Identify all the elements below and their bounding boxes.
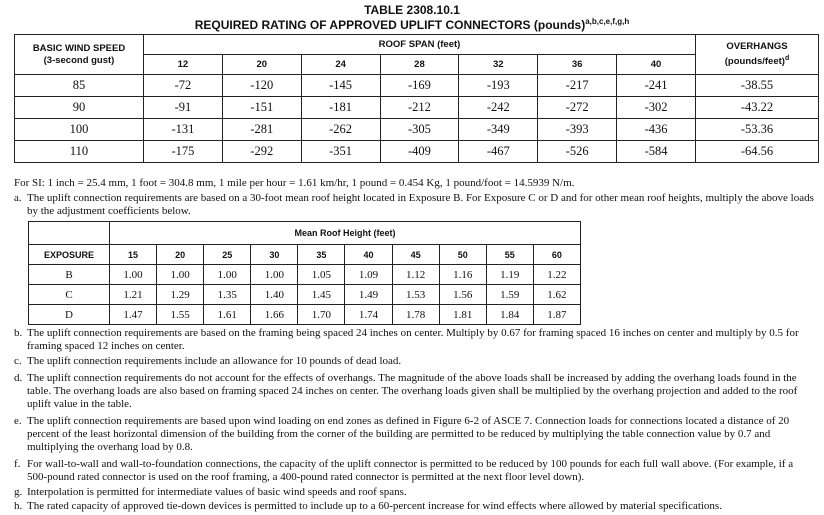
uplift-value-cell: -217 xyxy=(538,75,617,97)
adjustment-coefficient-cell: 1.40 xyxy=(251,285,298,305)
adjustment-coefficient-cell: 1.19 xyxy=(486,265,533,285)
table-row xyxy=(29,305,581,325)
adjustment-coefficient-cell: 1.00 xyxy=(157,265,204,285)
adjustment-coefficient-cell: 1.12 xyxy=(392,265,439,285)
table-row xyxy=(15,97,819,119)
adjustment-coefficient-cell: 1.00 xyxy=(251,265,298,285)
uplift-value-cell: -131 xyxy=(144,119,223,141)
footnote-h xyxy=(14,500,814,513)
uplift-value-cell: -272 xyxy=(538,97,617,119)
adjustment-coefficient-cell: 1.16 xyxy=(439,265,486,285)
roof-height-30-header: 30 xyxy=(251,245,298,265)
roof-height-55-header: 55 xyxy=(486,245,533,265)
uplift-value-cell: -436 xyxy=(617,119,696,141)
adjustment-coefficient-cell: 1.62 xyxy=(533,285,580,305)
wind-speed-cell: 85 xyxy=(15,75,144,97)
overhangs-subheader-text: (pounds/feet) xyxy=(724,56,785,68)
uplift-value-cell: -584 xyxy=(617,141,696,163)
footnote-g-text: Interpolation is permitted for intermediate values of basic wind speeds and roof spans. xyxy=(27,486,407,498)
footnote-f-letter: f. xyxy=(14,458,21,470)
adjustment-coefficient-cell: 1.59 xyxy=(486,285,533,305)
table-row xyxy=(29,285,581,305)
table-row xyxy=(15,141,819,163)
mean-roof-height-header: Mean Roof Height (feet) xyxy=(110,222,581,245)
roof-span-12-header: 12 xyxy=(144,55,223,75)
footnote-f xyxy=(14,458,814,484)
roof-span-40-header: 40 xyxy=(617,55,696,75)
uplift-value-cell: -120 xyxy=(222,75,301,97)
roof-height-15-header: 15 xyxy=(110,245,157,265)
overhangs-header-text: OVERHANGS xyxy=(726,40,788,52)
exposure-cell: B xyxy=(29,265,110,285)
footnote-c-letter: c. xyxy=(14,355,22,367)
table-row xyxy=(15,75,819,97)
footnote-e-text: The uplift connection requirements are based upon wind loading on end zones as defined in Figure 6-2 of ASCE 7. Connection loads for connections located a distance of 20 percent of the least horizontal dimension of the building from the corner of the building are permitted to be reduced by multiplying the table connection value by 0.7 and multiplying the overhang load by 0.8. xyxy=(27,415,790,453)
uplift-value-cell: -175 xyxy=(144,141,223,163)
roof-span-32-header: 32 xyxy=(459,55,538,75)
roof-height-40-header: 40 xyxy=(345,245,392,265)
adjustment-coefficient-cell: 1.78 xyxy=(392,305,439,325)
adjustment-coefficient-cell: 1.00 xyxy=(204,265,251,285)
uplift-value-cell: -242 xyxy=(459,97,538,119)
exposure-cell: D xyxy=(29,305,110,325)
table-row xyxy=(15,119,819,141)
footnote-b-letter: b. xyxy=(14,327,23,339)
exposure-adjustment-table xyxy=(28,221,581,325)
adjustment-coefficient-cell: 1.05 xyxy=(298,265,345,285)
uplift-value-cell: -305 xyxy=(380,119,459,141)
table-number: TABLE 2308.10.1 xyxy=(364,3,460,17)
wind-speed-cell: 110 xyxy=(15,141,144,163)
roof-span-24-header: 24 xyxy=(301,55,380,75)
roof-span-28-header: 28 xyxy=(380,55,459,75)
overhang-value-cell: -38.55 xyxy=(696,75,819,97)
uplift-value-cell: -181 xyxy=(301,97,380,119)
footnote-g-letter: g. xyxy=(14,486,23,498)
roof-height-25-header: 25 xyxy=(204,245,251,265)
roof-height-50-header: 50 xyxy=(439,245,486,265)
overhang-value-cell: -43.22 xyxy=(696,97,819,119)
adjustment-coefficient-cell: 1.45 xyxy=(298,285,345,305)
adjustment-coefficient-cell: 1.66 xyxy=(251,305,298,325)
adjustment-coefficient-cell: 1.84 xyxy=(486,305,533,325)
uplift-value-cell: -393 xyxy=(538,119,617,141)
adjustment-coefficient-cell: 1.49 xyxy=(345,285,392,305)
uplift-value-cell: -349 xyxy=(459,119,538,141)
footnote-e-letter: e. xyxy=(14,415,22,427)
uplift-value-cell: -241 xyxy=(617,75,696,97)
uplift-value-cell: -302 xyxy=(617,97,696,119)
footnote-c xyxy=(14,355,814,368)
uplift-value-cell: -526 xyxy=(538,141,617,163)
footnote-b xyxy=(14,327,814,353)
roof-span-36-header: 36 xyxy=(538,55,617,75)
roof-height-60-header: 60 xyxy=(533,245,580,265)
footnote-h-text: The rated capacity of approved tie-down devices is permitted to include up to a 60-percent increase for wind effects where allowed by material specifications. xyxy=(27,500,722,512)
adjustment-corner-cell xyxy=(29,222,110,245)
table-title-footnote-refs: a,b,c,e,f,g,h xyxy=(585,17,630,26)
footnote-d-letter: d. xyxy=(14,372,23,384)
adjustment-coefficient-cell: 1.56 xyxy=(439,285,486,305)
uplift-value-cell: -193 xyxy=(459,75,538,97)
adjustment-coefficient-cell: 1.00 xyxy=(110,265,157,285)
wind-speed-header-text: BASIC WIND SPEED xyxy=(32,42,126,54)
footnote-a-text: The uplift connection requirements are based on a 30-foot mean roof height located in Exposure B. For Exposure C or D and for other mean roof heights, multiply the above loads by the adjustment coefficients below. xyxy=(27,192,814,217)
footnote-e xyxy=(14,415,814,454)
footnote-f-text: For wall-to-wall and wall-to-foundation connections, the capacity of the uplift connector is permitted to be reduced by 100 pounds for each full wall above. (For example, if a 500-pound rated connector is used on the roof framing, a 400-pound rated connector is permitted at the next floor level down). xyxy=(27,458,794,483)
adjustment-coefficient-cell: 1.61 xyxy=(204,305,251,325)
uplift-value-cell: -72 xyxy=(144,75,223,97)
adjustment-coefficient-cell: 1.87 xyxy=(533,305,580,325)
uplift-connector-table xyxy=(14,34,819,163)
adjustment-coefficient-cell: 1.81 xyxy=(439,305,486,325)
wind-speed-subheader-text: (3-second gust) xyxy=(43,54,115,66)
uplift-value-cell: -467 xyxy=(459,141,538,163)
overhang-value-cell: -64.56 xyxy=(696,141,819,163)
overhang-value-cell: -53.36 xyxy=(696,119,819,141)
footnote-d xyxy=(14,372,814,411)
adjustment-coefficient-cell: 1.74 xyxy=(345,305,392,325)
roof-span-header: ROOF SPAN (feet) xyxy=(144,35,696,55)
adjustment-coefficient-cell: 1.22 xyxy=(533,265,580,285)
uplift-value-cell: -351 xyxy=(301,141,380,163)
wind-speed-cell: 100 xyxy=(15,119,144,141)
footnote-a-letter: a. xyxy=(14,192,22,204)
adjustment-coefficient-cell: 1.70 xyxy=(298,305,345,325)
exposure-cell: C xyxy=(29,285,110,305)
adjustment-coefficient-cell: 1.29 xyxy=(157,285,204,305)
exposure-header: EXPOSURE xyxy=(29,245,110,265)
footnote-d-text: The uplift connection requirements do not account for the effects of overhangs. The magnitude of the above loads shall be increased by adding the overhang loads found in the table. The overhang loads are also based on framing spaced 24 inches on center. The overhang loads given shall be multiplied by the overhang projection and added to the roof uplift value in the table. xyxy=(27,372,798,410)
roof-height-20-header: 20 xyxy=(157,245,204,265)
table-title xyxy=(0,17,824,32)
adjustment-coefficient-cell: 1.09 xyxy=(345,265,392,285)
roof-height-35-header: 35 xyxy=(298,245,345,265)
si-conversion-note: For SI: 1 inch = 25.4 mm, 1 foot = 304.8 mm, 1 mile per hour = 1.61 km/hr, 1 pound = 0.454 Kg, 1 pound/foot = 14.5939 N/m. xyxy=(14,177,575,189)
uplift-value-cell: -151 xyxy=(222,97,301,119)
wind-speed-header xyxy=(15,35,144,75)
uplift-value-cell: -91 xyxy=(144,97,223,119)
uplift-value-cell: -281 xyxy=(222,119,301,141)
overhangs-header xyxy=(696,35,819,75)
footnote-a xyxy=(14,192,814,218)
uplift-value-cell: -212 xyxy=(380,97,459,119)
adjustment-coefficient-cell: 1.21 xyxy=(110,285,157,305)
uplift-value-cell: -262 xyxy=(301,119,380,141)
footnote-h-letter: h. xyxy=(14,500,23,512)
table-title-text: REQUIRED RATING OF APPROVED UPLIFT CONNECTORS (pounds) xyxy=(194,18,586,32)
footnote-g xyxy=(14,486,814,499)
uplift-value-cell: -169 xyxy=(380,75,459,97)
roof-span-20-header: 20 xyxy=(222,55,301,75)
adjustment-coefficient-cell: 1.47 xyxy=(110,305,157,325)
uplift-value-cell: -409 xyxy=(380,141,459,163)
adjustment-coefficient-cell: 1.35 xyxy=(204,285,251,305)
table-row xyxy=(29,265,581,285)
uplift-value-cell: -292 xyxy=(222,141,301,163)
uplift-value-cell: -145 xyxy=(301,75,380,97)
adjustment-coefficient-cell: 1.53 xyxy=(392,285,439,305)
footnote-b-text: The uplift connection requirements are based on the framing being spaced 24 inches on center. Multiply by 0.67 for framing spaced 16 inches on center and multiply by 0.5 for framing spaced 12 inches on center. xyxy=(27,327,799,352)
overhangs-footnote-ref: d xyxy=(784,54,790,62)
footnote-c-text: The uplift connection requirements include an allowance for 10 pounds of dead load. xyxy=(27,355,402,367)
wind-speed-cell: 90 xyxy=(15,97,144,119)
roof-height-45-header: 45 xyxy=(392,245,439,265)
adjustment-coefficient-cell: 1.55 xyxy=(157,305,204,325)
